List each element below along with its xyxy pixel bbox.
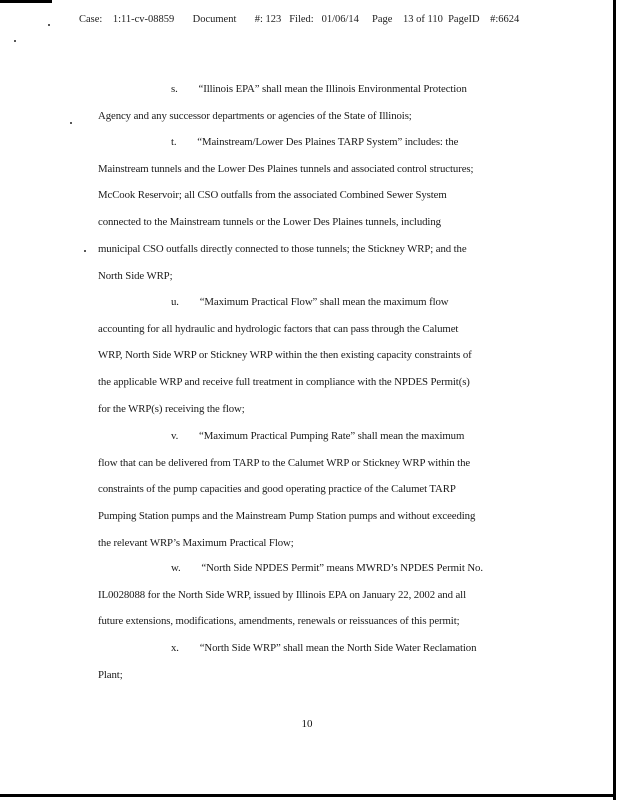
document-number: #: 123 — [254, 14, 282, 25]
paragraph-marker: w. — [171, 562, 181, 574]
pageid-label: PageID — [448, 14, 480, 25]
scan-speck — [84, 250, 86, 252]
paragraph-line: flow that can be delivered from TARP to the Calumet WRP or Stickney WRP within the — [98, 456, 471, 469]
definition-paragraph-t — [98, 129, 516, 289]
case-number: 1:11-cv-08859 — [112, 14, 175, 25]
paragraph-line: the relevant WRP’s Maximum Practical Flow; — [98, 536, 294, 549]
page-label: Page — [372, 14, 393, 25]
paragraph-line: for the WRP(s) receiving the flow; — [98, 402, 245, 415]
paragraph-line: Mainstream tunnels and the Lower Des Plaines tunnels and associated control structures; — [98, 162, 474, 175]
paragraph-line: McCook Reservoir; all CSO outfalls from the associated Combined Sewer System — [98, 189, 447, 202]
scan-speck — [48, 24, 50, 26]
paragraph-line: “Maximum Practical Pumping Rate” shall mean the maximum — [199, 430, 465, 442]
paragraph-line: “North Side WRP” shall mean the North Side Water Reclamation — [199, 642, 477, 654]
definition-paragraph-u — [98, 289, 516, 423]
paragraph-line: “North Side NPDES Permit” means MWRD’s NPDES Permit No. — [201, 562, 483, 574]
scan-border-bottom — [0, 794, 616, 797]
paragraph-line: connected to the Mainstream tunnels or the Lower Des Plaines tunnels, including — [98, 216, 441, 229]
paragraph-line: WRP, North Side WRP or Stickney WRP within the then existing capacity constraints of — [98, 349, 472, 362]
filed-label: Filed: — [289, 14, 314, 25]
court-filing-header — [79, 14, 519, 25]
definition-paragraph-w — [98, 555, 516, 635]
paragraph-line: Agency and any successor departments or agencies of the State of Illinois; — [98, 109, 412, 122]
paragraph-line: North Side WRP; — [98, 269, 173, 282]
filed-date: 01/06/14 — [321, 14, 359, 25]
page-of: 13 of 110 — [402, 14, 443, 25]
document-label: Document — [192, 14, 237, 25]
pageid-value: #:6624 — [490, 14, 520, 25]
paragraph-line: “Mainstream/Lower Des Plaines TARP System” includes: the — [197, 136, 459, 148]
paragraph-marker: v. — [171, 430, 179, 442]
paragraph-line: municipal CSO outfalls directly connected to those tunnels; the Stickney WRP; and the — [98, 242, 467, 255]
paragraph-line: accounting for all hydraulic and hydrologic factors that can pass through the Calumet — [98, 322, 459, 335]
definition-paragraph-v — [98, 423, 516, 557]
paragraph-marker: x. — [171, 642, 179, 654]
paragraph-line: Pumping Station pumps and the Mainstream Pump Station pumps and without exceeding — [98, 510, 476, 523]
paragraph-line: “Illinois EPA” shall mean the Illinois Environmental Protection — [198, 83, 467, 95]
paragraph-line: “Maximum Practical Flow” shall mean the maximum flow — [199, 296, 449, 308]
definition-paragraph-x — [98, 635, 516, 688]
paragraph-line: future extensions, modifications, amendments, renewals or reissuances of this permit; — [98, 615, 460, 628]
scan-speck — [70, 122, 72, 124]
paragraph-marker: s. — [171, 83, 178, 95]
paragraph-marker: t. — [171, 136, 177, 148]
scan-border-right — [613, 0, 616, 800]
paragraph-line: Plant; — [98, 668, 123, 681]
page-number: 10 — [301, 718, 313, 730]
scan-corner-mark — [0, 0, 52, 3]
paragraph-marker: u. — [171, 296, 179, 308]
paragraph-line: the applicable WRP and receive full treatment in compliance with the NPDES Permit(s) — [98, 376, 470, 389]
case-label: Case: — [79, 14, 103, 25]
definition-paragraph-s — [98, 76, 516, 129]
scan-speck — [14, 40, 16, 42]
paragraph-line: constraints of the pump capacities and good operating practice of the Calumet TARP — [98, 483, 456, 496]
paragraph-line: IL0028088 for the North Side WRP, issued by Illinois EPA on January 22, 2002 and all — [98, 588, 466, 601]
